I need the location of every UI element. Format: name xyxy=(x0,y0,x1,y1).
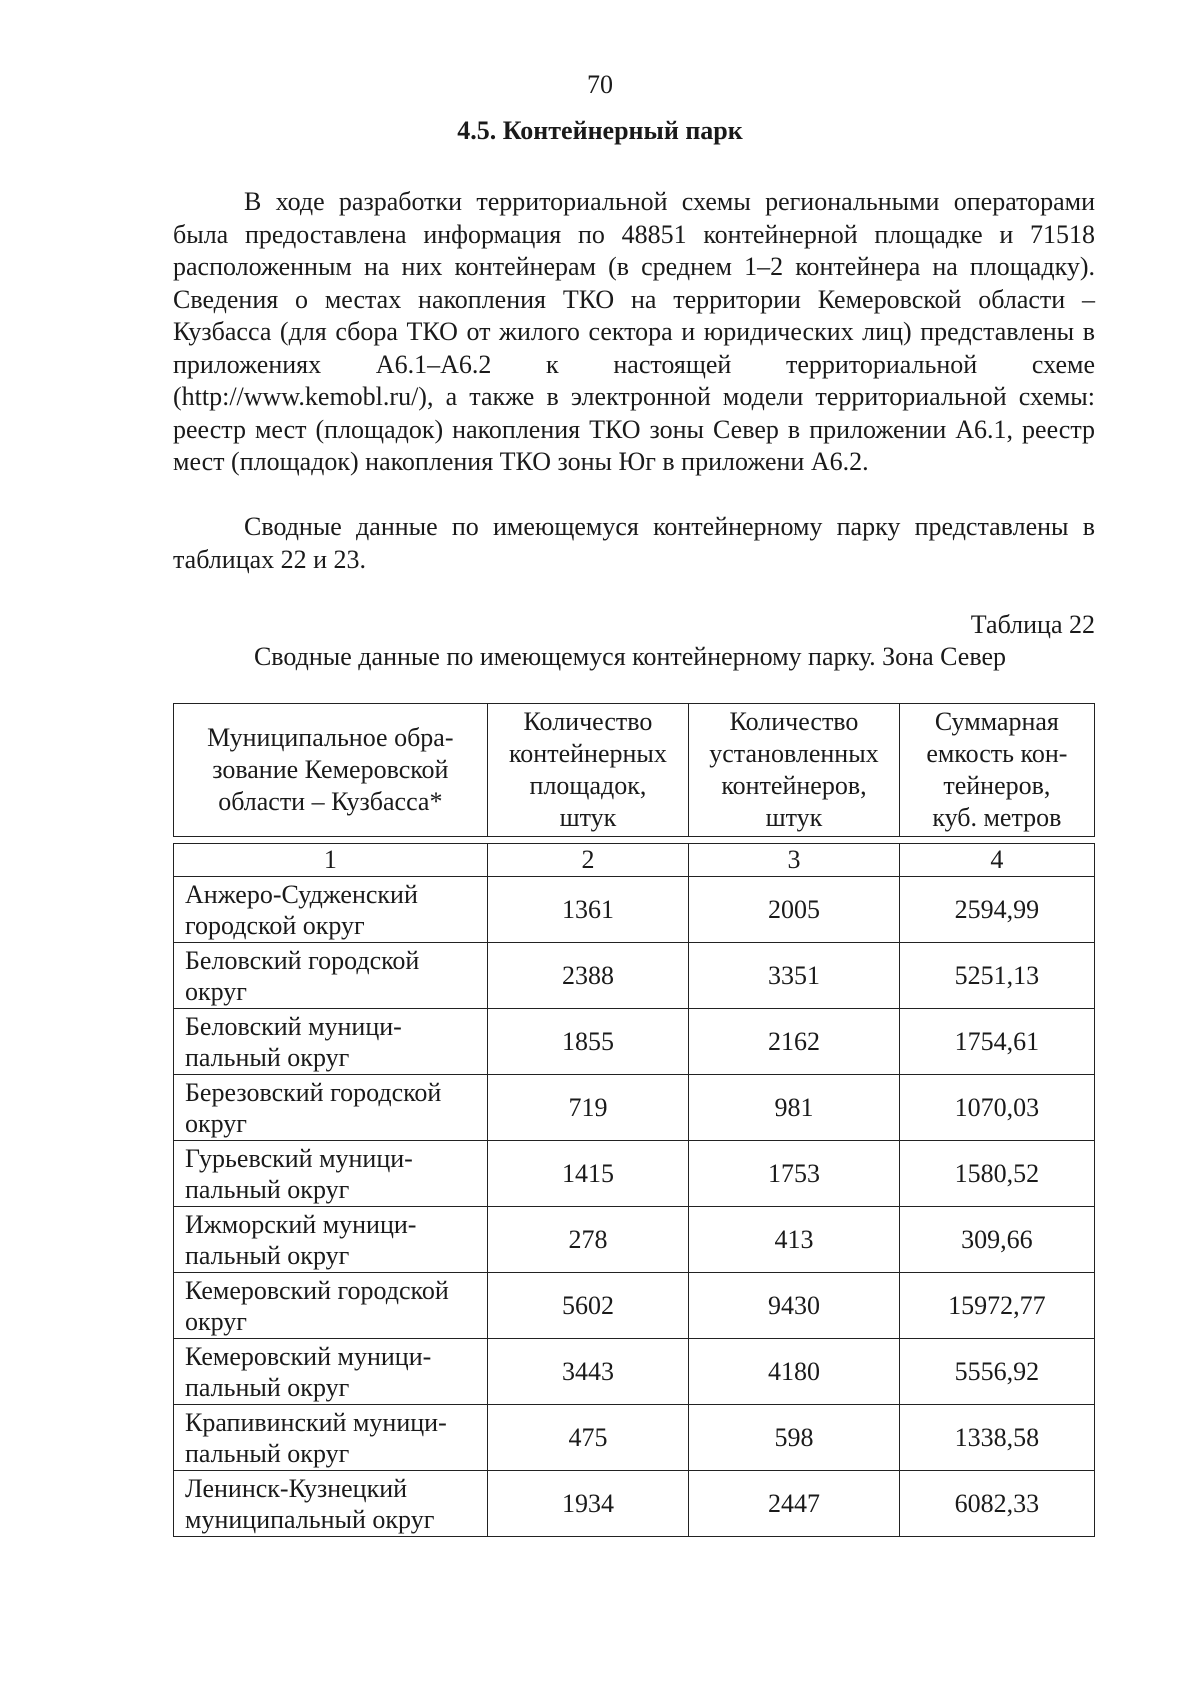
table-body xyxy=(174,837,1095,1537)
containers-count: 598 xyxy=(689,1405,900,1471)
municipality-name: Гурьевский муници- пальный округ xyxy=(174,1141,488,1207)
paragraph-1: В ходе разработки территориальной схемы региональными операторами была предоставлена информация по 48851 контейнерной площадке и 71518 расположенным на них контейнерам (в среднем 1–2 контейнера на площадку). Сведения о местах накопления ТКО на территории Кемеровской области – Кузбасса (для сбора ТКО от жилого сектора и юридических лиц) представлены в приложениях А6.1–А6.2 к настоящей территориальной схеме (http://www.kemobl.ru/), а также в электронной модели территориальной схемы: реестр мест (площадок) накопления ТКО зоны Север в приложении А6.1, реестр мест (площадок) накопления ТКО зоны Юг в приложени А6.2. xyxy=(173,187,1095,476)
table-caption: Сводные данные по имеющемуся контейнерному парку. Зона Север xyxy=(253,642,1007,671)
municipality-name: Кемеровский муници- пальный округ xyxy=(174,1339,488,1405)
sites-count: 1934 xyxy=(487,1471,689,1537)
containers-count: 2162 xyxy=(689,1009,900,1075)
table-row xyxy=(174,877,1095,943)
capacity-value: 2594,99 xyxy=(899,877,1094,943)
capacity-value: 1580,52 xyxy=(899,1141,1094,1207)
header-sites: Количество контейнерных площадок, штук xyxy=(487,704,689,837)
gap-cell xyxy=(689,837,900,844)
header-containers: Количество установленных контейнеров, штук xyxy=(689,704,900,837)
page-number: 70 xyxy=(587,70,613,99)
containers-count: 2005 xyxy=(689,877,900,943)
column-number-1: 1 xyxy=(174,844,488,877)
gap-cell xyxy=(174,837,488,844)
column-number-4: 4 xyxy=(899,844,1094,877)
municipality-name: Беловский муници- пальный округ xyxy=(174,1009,488,1075)
sites-count: 475 xyxy=(487,1405,689,1471)
table-row xyxy=(174,943,1095,1009)
gap-cell xyxy=(487,837,689,844)
paragraph-2: Сводные данные по имеющемуся контейнерному парку представлены в таблицах 22 и 23. xyxy=(173,512,1095,574)
column-number-3: 3 xyxy=(689,844,900,877)
containers-count: 2447 xyxy=(689,1471,900,1537)
municipality-name: Ижморский муници- пальный округ xyxy=(174,1207,488,1273)
header-gap-row xyxy=(174,837,1095,844)
table-row xyxy=(174,1273,1095,1339)
sites-count: 1361 xyxy=(487,877,689,943)
table-row xyxy=(174,1339,1095,1405)
containers-count: 981 xyxy=(689,1075,900,1141)
table-row xyxy=(174,1009,1095,1075)
sites-count: 3443 xyxy=(487,1339,689,1405)
containers-count: 3351 xyxy=(689,943,900,1009)
sites-count: 2388 xyxy=(487,943,689,1009)
containers-count: 4180 xyxy=(689,1339,900,1405)
gap-cell xyxy=(899,837,1094,844)
municipality-name: Ленинск-Кузнецкий муниципальный округ xyxy=(174,1471,488,1537)
header-capacity: Суммарная емкость кон- тейнеров, куб. метров xyxy=(899,704,1094,837)
municipality-name: Анжеро-Судженский городской округ xyxy=(174,877,488,943)
table-row xyxy=(174,1471,1095,1537)
capacity-value: 309,66 xyxy=(899,1207,1094,1273)
sites-count: 1855 xyxy=(487,1009,689,1075)
table-row xyxy=(174,1141,1095,1207)
header-municipality: Муниципальное обра- зование Кемеровской области – Кузбасса* xyxy=(174,704,488,837)
table-row xyxy=(174,1405,1095,1471)
column-number-row xyxy=(174,844,1095,877)
containers-count: 413 xyxy=(689,1207,900,1273)
capacity-value: 5556,92 xyxy=(899,1339,1094,1405)
column-number-2: 2 xyxy=(487,844,689,877)
sites-count: 278 xyxy=(487,1207,689,1273)
municipality-name: Крапивинский муници- пальный округ xyxy=(174,1405,488,1471)
capacity-value: 1338,58 xyxy=(899,1405,1094,1471)
capacity-value: 5251,13 xyxy=(899,943,1094,1009)
table-header-row xyxy=(174,704,1095,837)
municipality-name: Березовский городской округ xyxy=(174,1075,488,1141)
capacity-value: 15972,77 xyxy=(899,1273,1094,1339)
section-heading: 4.5. Контейнерный парк xyxy=(457,116,743,145)
containers-count: 1753 xyxy=(689,1141,900,1207)
table-row xyxy=(174,1075,1095,1141)
table-row xyxy=(174,1207,1095,1273)
sites-count: 5602 xyxy=(487,1273,689,1339)
capacity-value: 6082,33 xyxy=(899,1471,1094,1537)
sites-count: 719 xyxy=(487,1075,689,1141)
municipality-name: Кемеровский городской округ xyxy=(174,1273,488,1339)
containers-count: 9430 xyxy=(689,1273,900,1339)
capacity-value: 1754,61 xyxy=(899,1009,1094,1075)
sites-count: 1415 xyxy=(487,1141,689,1207)
container-park-table xyxy=(173,703,1095,1537)
table-label: Таблица 22 xyxy=(970,610,1095,639)
municipality-name: Беловский городской округ xyxy=(174,943,488,1009)
capacity-value: 1070,03 xyxy=(899,1075,1094,1141)
